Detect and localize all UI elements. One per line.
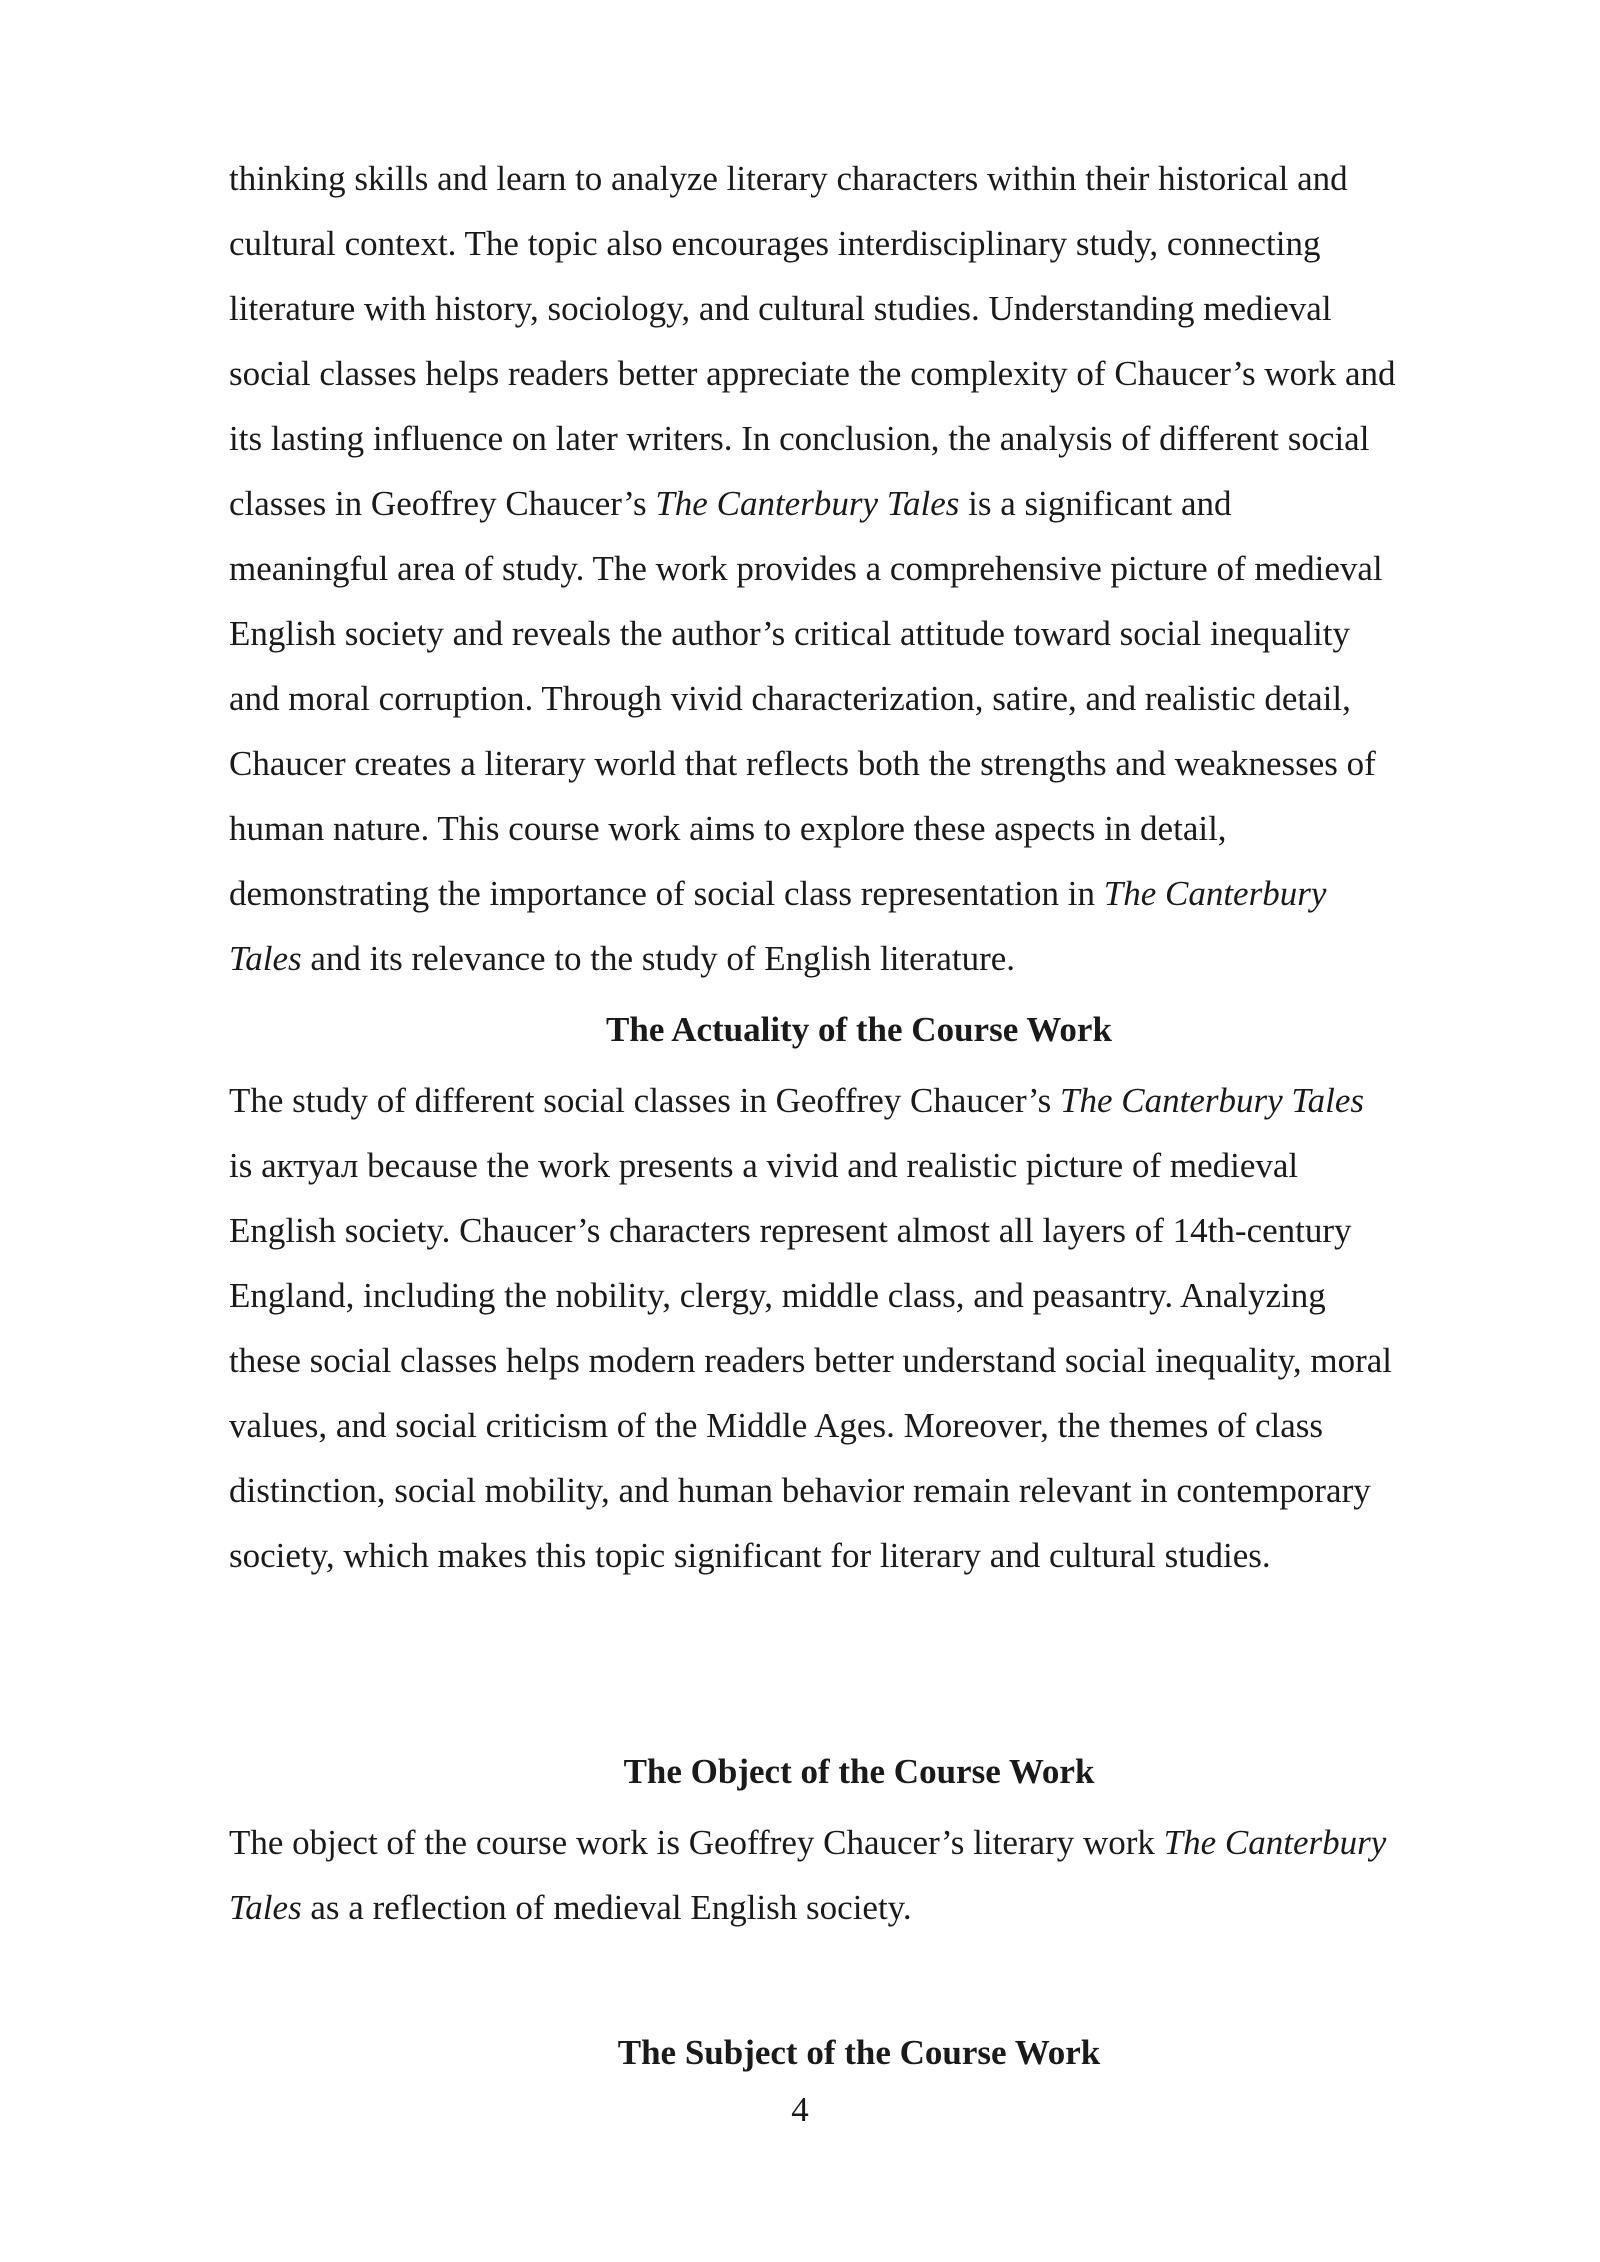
italic-title: The Canterbury Tales (655, 484, 960, 523)
text-line (229, 666, 1489, 731)
text-run: as a reflection of medieval English society. (301, 1888, 912, 1927)
italic-title: Tales (229, 1888, 302, 1927)
text-line (229, 731, 1489, 796)
text-run: Chaucer creates a literary world that reflects both the strengths and weaknesses of (229, 744, 1376, 783)
object-paragraph (229, 1810, 1489, 1940)
text-run: classes in Geoffrey Chaucer’s (229, 484, 656, 523)
text-run: cultural context. The topic also encourages interdisciplinary study, connecting (229, 224, 1321, 263)
text-line (229, 406, 1489, 471)
page-content (229, 146, 1489, 2085)
text-line (229, 1263, 1489, 1328)
italic-title: The Canterbury (1103, 874, 1327, 913)
italic-title: Tales (229, 939, 302, 978)
text-line (229, 1875, 1489, 1940)
italic-title: The Canterbury Tales (1060, 1081, 1365, 1120)
text-run: and its relevance to the study of English literature. (301, 939, 1016, 978)
text-line (229, 1393, 1489, 1458)
text-run: The study of different social classes in Geoffrey Chaucer’s (229, 1081, 1060, 1120)
intro-paragraph (229, 146, 1489, 991)
text-run: social classes helps readers better appreciate the complexity of Chaucer’s work and (229, 354, 1396, 393)
text-line (229, 341, 1489, 406)
text-line (229, 471, 1489, 536)
italic-title: The Canterbury (1163, 1823, 1387, 1862)
text-line (229, 1458, 1489, 1523)
text-line (229, 601, 1489, 666)
subject-heading: The Subject of the Course Work (617, 2033, 1101, 2072)
text-line (229, 1328, 1489, 1393)
text-line (229, 146, 1489, 211)
text-run: English society. Chaucer’s characters represent almost all layers of 14th-century (229, 1211, 1352, 1250)
text-line (229, 276, 1489, 341)
text-line (229, 926, 1489, 991)
text-run: England, including the nobility, clergy, middle class, and peasantry. Analyzing (229, 1276, 1326, 1315)
page-number: 4 (791, 2090, 809, 2129)
text-run: its lasting influence on later writers. In conclusion, the analysis of different social (229, 419, 1370, 458)
text-line (229, 1523, 1489, 1588)
text-run: literature with history, sociology, and cultural studies. Understanding medieval (229, 289, 1332, 328)
text-line (229, 1068, 1489, 1133)
text-run: society, which makes this topic significant for literary and cultural studies. (229, 1536, 1271, 1575)
text-line (229, 796, 1489, 861)
text-run: and moral corruption. Through vivid characterization, satire, and realistic detail, (229, 679, 1351, 718)
text-line (229, 536, 1489, 601)
text-line (229, 861, 1489, 926)
text-line (229, 1133, 1489, 1198)
text-run: is актуал because the work presents a vivid and realistic picture of medieval (229, 1146, 1299, 1185)
text-run: is a significant and (959, 484, 1232, 523)
text-run: these social classes helps modern readers better understand social inequality, moral (229, 1341, 1393, 1380)
object-heading: The Object of the Course Work (623, 1752, 1095, 1791)
text-line (229, 1198, 1489, 1263)
text-run: The object of the course work is Geoffrey Chaucer’s literary work (229, 1823, 1164, 1862)
text-line (229, 1810, 1489, 1875)
actuality-heading: The Actuality of the Course Work (606, 1010, 1112, 1049)
text-run: human nature. This course work aims to explore these aspects in detail, (229, 809, 1227, 848)
text-line (229, 211, 1489, 276)
actuality-paragraph (229, 1068, 1489, 1588)
text-run: meaningful area of study. The work provides a comprehensive picture of medieval (229, 549, 1383, 588)
text-run: thinking skills and learn to analyze literary characters within their historical and (229, 159, 1348, 198)
text-run: demonstrating the importance of social class representation in (229, 874, 1104, 913)
text-run: English society and reveals the author’s critical attitude toward social inequality (229, 614, 1350, 653)
text-run: values, and social criticism of the Middle Ages. Moreover, the themes of class (229, 1406, 1324, 1445)
text-run: distinction, social mobility, and human behavior remain relevant in contemporary (229, 1471, 1371, 1510)
